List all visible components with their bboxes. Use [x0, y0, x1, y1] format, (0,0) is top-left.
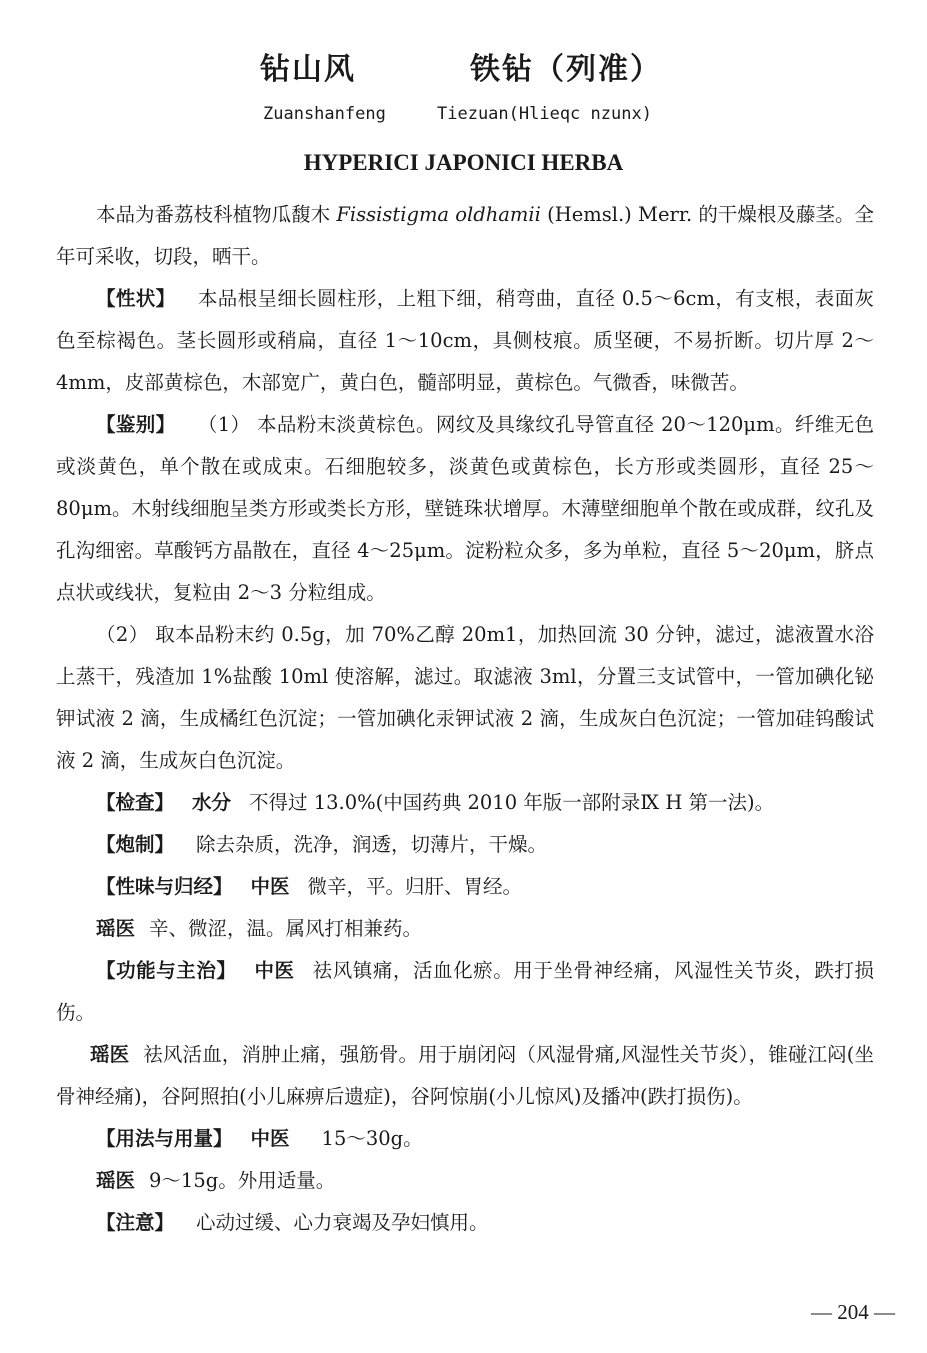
label-yaoyi-gongneng: 瑶医 — [90, 1043, 130, 1066]
subsection-label-moisture: 水分 — [192, 791, 232, 814]
section-xingzhuang — [56, 278, 874, 404]
intro-text-1: 本品为番荔枝科植物瓜馥木 — [96, 203, 337, 226]
section-label-jianbie: 【鉴别】 — [96, 413, 176, 436]
section-zhuyi — [56, 1202, 874, 1244]
section-gongneng-yao — [56, 1034, 874, 1118]
label-yaoyi-xingwei: 瑶医 — [96, 917, 136, 940]
section-text-jiancha: 不得过 13.0%(中国药典 2010 年版一部附录Ⅸ H 第一法)。 — [249, 791, 775, 814]
title-row — [0, 44, 927, 92]
section-jiancha — [56, 782, 874, 824]
section-gongneng — [56, 950, 874, 1034]
section-label-zhuyi: 【注意】 — [96, 1211, 175, 1234]
text-zhongyi-xingwei: 微辛，平。归肝、胃经。 — [307, 875, 523, 898]
intro-paragraph — [56, 194, 874, 278]
intro-text-2: (Hemsl.) Merr. 的干燥根及藤茎。全年可采收，切段，晒干。 — [56, 203, 874, 268]
section-jianbie-2 — [56, 614, 874, 782]
section-label-gongneng: 【功能与主治】 — [96, 959, 237, 982]
section-label-paozhi: 【炮制】 — [96, 833, 175, 856]
section-label-jiancha: 【检查】 — [96, 791, 175, 814]
monograph-body — [56, 194, 874, 1244]
section-xingwei — [56, 866, 874, 908]
section-xingwei-yao — [56, 908, 874, 950]
section-text-zhuyi: 心动过缓、心力衰竭及孕妇慎用。 — [196, 1211, 489, 1234]
scientific-name: Fissistigma oldhamii — [336, 203, 541, 226]
section-paozhi — [56, 824, 874, 866]
section-text-xingzhuang: 本品根呈细长圆柱形，上粗下细，稍弯曲，直径 0.5～6cm，有支根，表面灰色至棕褐色。茎长圆形或稍扁，直径 1～10cm，具侧枝痕。质坚硬，不易折断。切片厚 2～4mm，皮部黄棕色，木部宽广，黄白色，髓部明显，黄棕色。气微香，味微苦。 — [56, 287, 874, 394]
section-text-jianbie-1: （1） 本品粉末淡黄棕色。网纹及具缘纹孔导管直径 20～120μm。纤维无色或淡黄色，单个散在或成束。石细胞较多，淡黄色或黄棕色，长方形或类圆形，直径 25～80μm。木射线细胞呈类方形或类长方形，壁链珠状增厚。木薄壁细胞单个散在或成群，纹孔及孔沟细密。草酸钙方晶散在，直径 4～25μm。淀粉粒众多，多为单粒，直径 5～20μm，脐点点状或线状，复粒由 2～3 分粒组成。 — [56, 413, 874, 604]
label-yaoyi-yongfa: 瑶医 — [96, 1169, 136, 1192]
section-label-xingwei: 【性味与归经】 — [96, 875, 233, 898]
label-zhongyi-gongneng: 中医 — [254, 959, 295, 982]
pinyin-chinese-name: Zuanshanfeng — [263, 104, 386, 124]
title-yao-name: 铁钻（列准） — [470, 52, 662, 87]
text-zhongyi-gongneng: 祛风镇痛，活血化瘀。用于坐骨神经痛，风湿性关节炎，跌打损伤。 — [56, 959, 874, 1024]
text-zhongyi-yongfa: 15～30g。 — [321, 1127, 423, 1150]
label-zhongyi-xingwei: 中医 — [250, 875, 290, 898]
pinyin-yao-name: Tiezuan(Hlieqc nzunx) — [437, 104, 652, 124]
title-chinese-name: 钻山风 — [260, 52, 356, 87]
section-yongfa-yao — [56, 1160, 874, 1202]
section-jianbie-1 — [56, 404, 874, 614]
section-yongfa — [56, 1118, 874, 1160]
text-yaoyi-gongneng: 祛风活血，消肿止痛，强筋骨。用于崩闭闷（风湿骨痛,风湿性关节炎），锥碰江闷(坐骨神经痛)，谷阿照拍(小儿麻痹后遗症)，谷阿惊崩(小儿惊风)及播冲(跌打损伤)。 — [56, 1043, 874, 1108]
label-zhongyi-yongfa: 中医 — [250, 1127, 290, 1150]
section-label-yongfa: 【用法与用量】 — [96, 1127, 233, 1150]
section-text-jianbie-2: （2） 取本品粉末约 0.5g，加 70%乙醇 20m1，加热回流 30 分钟，滤过，滤液置水浴上蒸干，残渣加 1%盐酸 10ml 使溶解，滤过。取滤液 3ml，分置三支试管中，一管加碘化铋钾试液 2 滴，生成橘红色沉淀；一管加碘化汞钾试液 2 滴，生成灰白色沉淀；一管加硅钨酸试液 2 滴，生成灰白色沉淀。 — [56, 623, 874, 772]
text-yaoyi-xingwei: 辛、微涩，温。属风打相兼药。 — [149, 917, 423, 940]
page-number: — 204 — — [811, 1300, 895, 1324]
section-text-paozhi: 除去杂质，洗净，润透，切薄片，干燥。 — [196, 833, 548, 856]
latin-name: HYPERICI JAPONICI HERBA — [303, 150, 624, 175]
text-yaoyi-yongfa: 9～15g。外用适量。 — [149, 1169, 336, 1192]
section-label-xingzhuang: 【性状】 — [96, 287, 176, 310]
